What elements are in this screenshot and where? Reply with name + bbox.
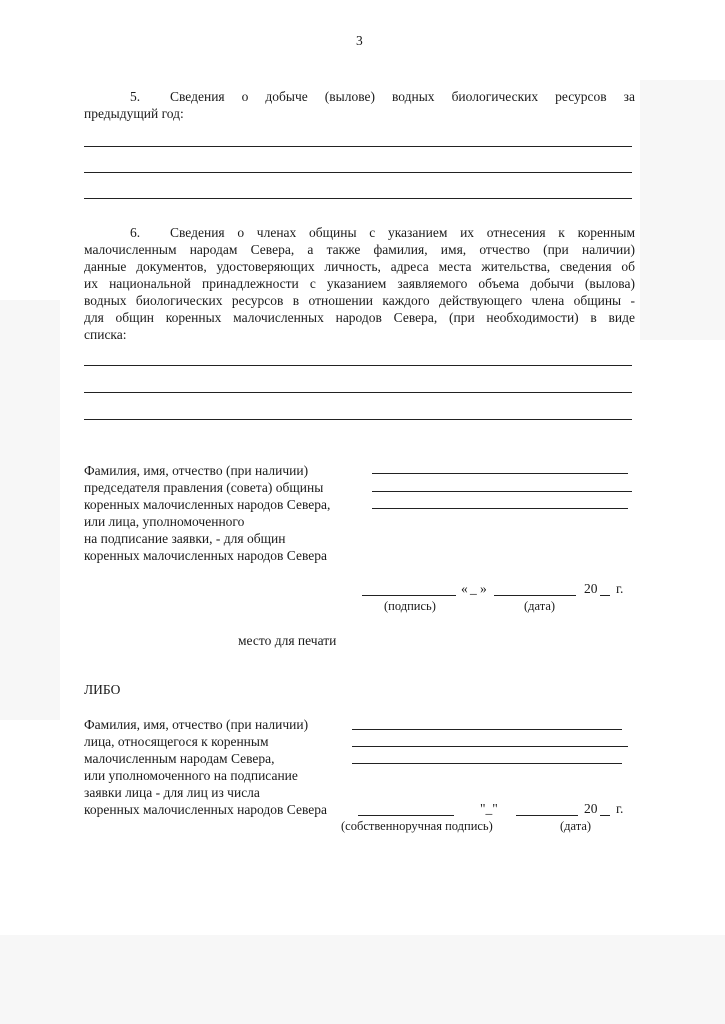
section-6-line: их национальной принадлежности с указанием заявляемого объема добычи (вылова) <box>84 276 635 291</box>
block-1-line: на подписание заявки, - для общин <box>84 531 286 546</box>
name-line <box>372 508 628 509</box>
name-line <box>352 729 622 730</box>
answer-line <box>84 198 632 199</box>
date-line <box>516 815 578 816</box>
year-prefix: 20 <box>584 801 598 816</box>
scan-shadow <box>0 300 60 720</box>
answer-line <box>84 146 632 147</box>
signature-label: (подпись) <box>384 599 436 613</box>
stamp-place-label: место для печати <box>238 633 337 648</box>
block-1-line: Фамилия, имя, отчество (при наличии) <box>84 463 309 478</box>
year-suffix: г. <box>616 581 624 596</box>
section-5-line-2: предыдущий год: <box>84 106 184 121</box>
day-quote: "_" <box>480 801 498 816</box>
name-line <box>372 491 632 492</box>
block-2-line: или уполномоченного на подписание <box>84 768 298 783</box>
day-placeholder: _ <box>470 581 477 596</box>
section-6-number: 6. <box>130 225 141 240</box>
block-1-line: председателя правления (совета) общины <box>84 480 324 495</box>
section-6-line: данные документов, удостоверяющих личность, адреса места жительства, сведения об <box>84 259 635 274</box>
date-label: (дата) <box>560 819 592 833</box>
section-5-number: 5. <box>130 89 141 104</box>
scan-shadow <box>0 935 725 1024</box>
signature-line <box>358 815 454 816</box>
date-open-quote: « <box>461 581 468 596</box>
section-6-line: малочисленным народам Севера, а также фамилия, имя, отчество (при наличии) <box>84 242 635 257</box>
block-2-line: малочисленным народам Севера, <box>84 751 275 766</box>
answer-line <box>84 392 632 393</box>
section-5-line-1: Сведения о добыче (вылове) водных биологических ресурсов за <box>170 89 635 104</box>
name-line <box>352 746 628 747</box>
block-2-line: лица, относящегося к коренным <box>84 734 269 749</box>
date-line <box>494 595 576 596</box>
year-line <box>600 595 610 596</box>
scan-shadow <box>640 80 725 340</box>
block-2-line: коренных малочисленных народов Севера <box>84 802 327 817</box>
year-line <box>600 815 610 816</box>
section-6-line: списка: <box>84 327 127 342</box>
answer-line <box>84 172 632 173</box>
year-suffix: г. <box>616 801 624 816</box>
section-6-line-1: Сведения о членах общины с указанием их отнесения к коренным <box>170 225 635 240</box>
block-2-line: заявки лица - для лиц из числа <box>84 785 260 800</box>
block-1-line: или лица, уполномоченного <box>84 514 245 529</box>
handwritten-signature-label: (собственноручная подпись) <box>341 819 493 833</box>
block-2-line: Фамилия, имя, отчество (при наличии) <box>84 717 309 732</box>
page-number: 3 <box>356 33 363 48</box>
name-line <box>372 473 628 474</box>
signature-line <box>362 595 456 596</box>
block-1-line: коренных малочисленных народов Севера <box>84 548 327 563</box>
answer-line <box>84 365 632 366</box>
date-close-quote: » <box>480 581 487 596</box>
section-6-line: водных биологических ресурсов в отношении каждого действующего члена общины - <box>84 293 635 308</box>
block-1-line: коренных малочисленных народов Севера, <box>84 497 331 512</box>
section-6-line: для общин коренных малочисленных народов Севера, (при необходимости) в виде <box>84 310 635 325</box>
or-label: ЛИБО <box>84 682 121 697</box>
year-prefix: 20 <box>584 581 598 596</box>
date-label: (дата) <box>524 599 556 613</box>
answer-line <box>84 419 632 420</box>
name-line <box>352 763 622 764</box>
